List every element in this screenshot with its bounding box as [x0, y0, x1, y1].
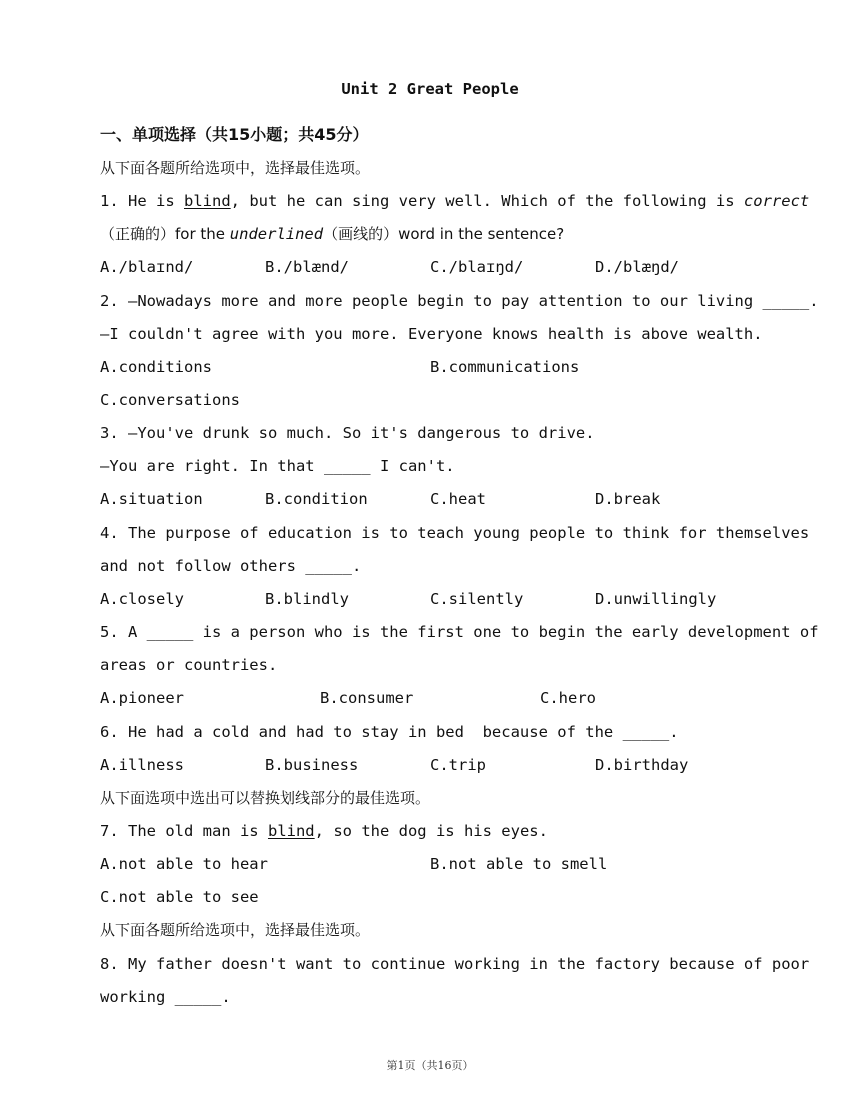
- q3-option-a: A.situation: [100, 490, 203, 508]
- question-5-line-2: areas or countries.: [100, 656, 278, 674]
- q3-option-d: D.break: [595, 490, 661, 508]
- q1-underlined-word: blind: [184, 192, 231, 210]
- question-4-line-2: and not follow others _____.: [100, 557, 362, 575]
- q6-option-a: A.illness: [100, 756, 184, 774]
- q1-italic-word-2: underlined: [229, 225, 324, 243]
- q7-option-c: C.not able to see: [100, 888, 259, 906]
- page-footer: 第1页（共16页）: [386, 1059, 474, 1072]
- q4-option-b: B.blindly: [265, 590, 349, 608]
- instruction-3: 从下面各题所给选项中，选择最佳选项。: [100, 921, 371, 939]
- q6-option-d: D.birthday: [595, 756, 689, 774]
- instruction-2: 从下面选项中选出可以替换划线部分的最佳选项。: [100, 789, 431, 807]
- q6-option-c: C.trip: [430, 756, 486, 774]
- question-1-line-2: [100, 223, 564, 245]
- q5-option-c: C.hero: [540, 689, 596, 707]
- section-heading: 一、单项选择（共15小题；共45分）: [100, 125, 369, 144]
- question-3-line-2: —You are right. In that _____ I can't.: [100, 457, 455, 475]
- question-2-line-2: —I couldn't agree with you more. Everyone knows health is above wealth.: [100, 325, 763, 343]
- q1-text: 1. He is: [100, 192, 184, 210]
- question-7-line-1: [100, 820, 548, 842]
- question-4-line-1: 4. The purpose of education is to teach young people to think for themselves: [100, 524, 810, 542]
- q1-text-2: , but he can sing very well. Which of the following is: [230, 192, 744, 210]
- q1-option-a: A./blaɪnd/: [100, 258, 194, 276]
- q4-option-c: C.silently: [430, 590, 524, 608]
- q1-option-c: C./blaɪŋd/: [430, 258, 524, 276]
- question-6-line-1: 6. He had a cold and had to stay in bed because of the _____.: [100, 723, 679, 741]
- instruction: 从下面各题所给选项中，选择最佳选项。: [100, 159, 371, 177]
- q7-option-b: B.not able to smell: [430, 855, 608, 873]
- q5-option-a: A.pioneer: [100, 689, 184, 707]
- question-8-line-1: 8. My father doesn't want to continue working in the factory because of poor: [100, 955, 810, 973]
- question-2-line-1: 2. —Nowadays more and more people begin to pay attention to our living _____.: [100, 292, 819, 310]
- q1-option-b: B./blænd/: [265, 258, 349, 276]
- q7-option-a: A.not able to hear: [100, 855, 268, 873]
- q6-option-b: B.business: [265, 756, 359, 774]
- q7-text: 7. The old man is: [100, 822, 268, 840]
- q7-text-2: , so the dog is his eyes.: [314, 822, 548, 840]
- q1-text-3: （正确的）for the: [100, 225, 230, 243]
- question-1-line-1: [100, 190, 809, 212]
- q1-italic-word: correct: [743, 192, 810, 210]
- page-title: Unit 2 Great People: [341, 80, 519, 98]
- q5-option-b: B.consumer: [320, 689, 414, 707]
- q3-option-b: B.condition: [265, 490, 368, 508]
- q2-option-c: C.conversations: [100, 391, 240, 409]
- q3-option-c: C.heat: [430, 490, 486, 508]
- question-8-line-2: working _____.: [100, 988, 231, 1006]
- q1-text-4: （画线的）word in the sentence?: [323, 225, 565, 243]
- q7-underlined-word: blind: [267, 822, 315, 840]
- q4-option-a: A.closely: [100, 590, 184, 608]
- q2-option-b: B.communications: [430, 358, 580, 376]
- q1-option-d: D./blæŋd/: [595, 258, 679, 276]
- q2-option-a: A.conditions: [100, 358, 212, 376]
- q4-option-d: D.unwillingly: [595, 590, 717, 608]
- question-3-line-1: 3. —You've drunk so much. So it's dangerous to drive.: [100, 424, 595, 442]
- question-5-line-1: 5. A _____ is a person who is the first one to begin the early development of: [100, 623, 819, 641]
